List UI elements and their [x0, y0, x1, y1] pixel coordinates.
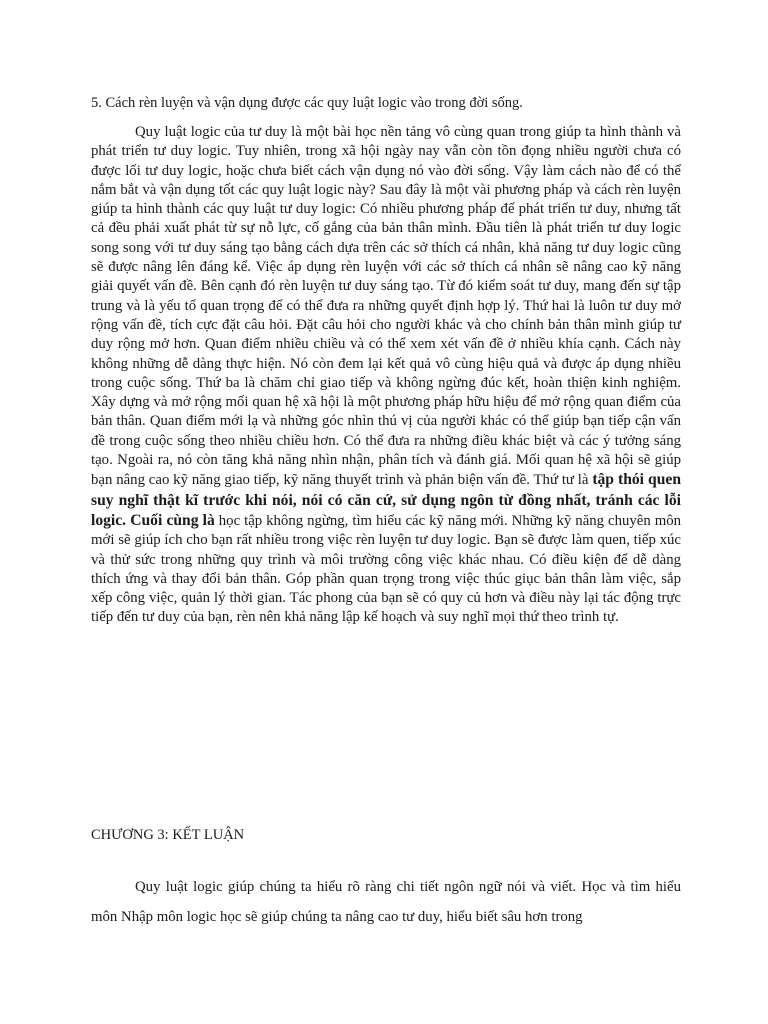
- bold-phrase: tập thói quen suy nghĩ thật kĩ trước khi nói, nói có căn cứ, sử dụng ngôn từ đồng nhất, tránh các lỗi logic. Cuối cùng là: [91, 471, 681, 529]
- conclusion-paragraph: Quy luật logic giúp chúng ta hiểu rõ ràng chi tiết ngôn ngữ nói và viết. Học và tìm hiểu môn Nhập môn logic học sẽ giúp chúng ta nâng cao tư duy, hiểu biết sâu hơn trong: [91, 879, 681, 925]
- paragraph-text-before-bold: Quy luật logic của tư duy là một bài học nền tảng vô cùng quan trong giúp ta hình thành và phát triển tư duy logic. Tuy nhiên, trong xã hội ngày nay vẫn còn tồn đọng nhiều người chưa có được lối tư duy logic, hoặc chưa biết cách vận dụng nó vào đời sống. Vậy làm cách nào để có thể nắm bắt và vận dụng tốt các quy luật logic này? Sau đây là một vài phương pháp và cách rèn luyện giúp ta hình thành các quy luật tư duy logic: Có nhiều phương pháp để phát triển tư duy, nhưng tất cả đều phải xuất phát từ sự nỗ lực, cố gắng của bản thân mình. Đầu tiên là phát triển tư duy logic song song với tư duy sáng tạo bằng cách dựa trên các sở thích cá nhân, khả năng tư duy logic cũng sẽ được nâng lên đáng kể. Việc áp dụng rèn luyện với các sở thích cá nhân sẽ nâng cao kỹ năng giải quyết vấn đề. Bên cạnh đó rèn luyện tư duy sáng tạo. Từ đó kiểm soát tư duy, mang đến sự tập trung và là yếu tố quan trọng để có thể đưa ra những quyết định hợp lý. Thứ hai là luôn tư duy mở rộng vấn đề, tích cực đặt câu hỏi. Đặt câu hỏi cho người khác và cho chính bản thân mình giúp tư duy rộng mở hơn. Quan điểm nhiều chiều và có thể xem xét vấn đề ở nhiều khía cạnh. Cách này không những dễ dàng thực hiện. Nó còn đem lại kết quả vô cùng hiệu quả và được áp dụng nhiều trong cuộc sống. Thứ ba là chăm chỉ giao tiếp và không ngừng đúc kết, hoàn thiện kinh nghiệm. Xây dựng và mở rộng mối quan hệ xã hội là một phương pháp hữu hiệu để mở rộng quan điểm của bản thân. Quan điểm mới lạ và những góc nhìn thú vị của người khác có thể giúp bạn tiếp cận vấn đề trong cuộc sống theo nhiều chiều hơn. Có thể đưa ra những điều khác biệt và các ý tưởng sáng tạo. Ngoài ra, nó còn tăng khả năng nhìn nhận, phân tích và đánh giá. Mối quan hệ xã hội sẽ giúp bạn nâng cao kỹ năng giao tiếp, kỹ năng thuyết trình và phản biện vấn đề. Thứ tư là: [91, 124, 681, 489]
- chapter-heading: CHƯƠNG 3: KẾT LUẬN: [91, 827, 245, 843]
- paragraph-text-after-bold: học tập không ngừng, tìm hiểu các kỹ năng mới. Những kỹ năng chuyên môn mới sẽ giúp ích cho bạn rất nhiều trong việc rèn luyện tư duy logic. Bạn sẽ được làm quen, tiếp xúc và thử sức trong những quy trình và môi trường công việc khác nhau. Có điều kiện để dễ dàng thích ứng và thay đổi bản thân. Góp phần quan trọng trong việc thúc giục bản thân làm việc, sắp xếp công việc, quản lý thời gian. Tác phong của bạn sẽ có quy củ hơn và điều này lại tác động trực tiếp đến tư duy của bạn, rèn nên khả năng lập kế hoạch và suy nghĩ mọi thứ theo trình tự.: [91, 512, 681, 626]
- section-heading: 5. Cách rèn luyện và vận dụng được các quy luật logic vào trong đời sống.: [91, 95, 523, 111]
- body-paragraph: [91, 123, 681, 628]
